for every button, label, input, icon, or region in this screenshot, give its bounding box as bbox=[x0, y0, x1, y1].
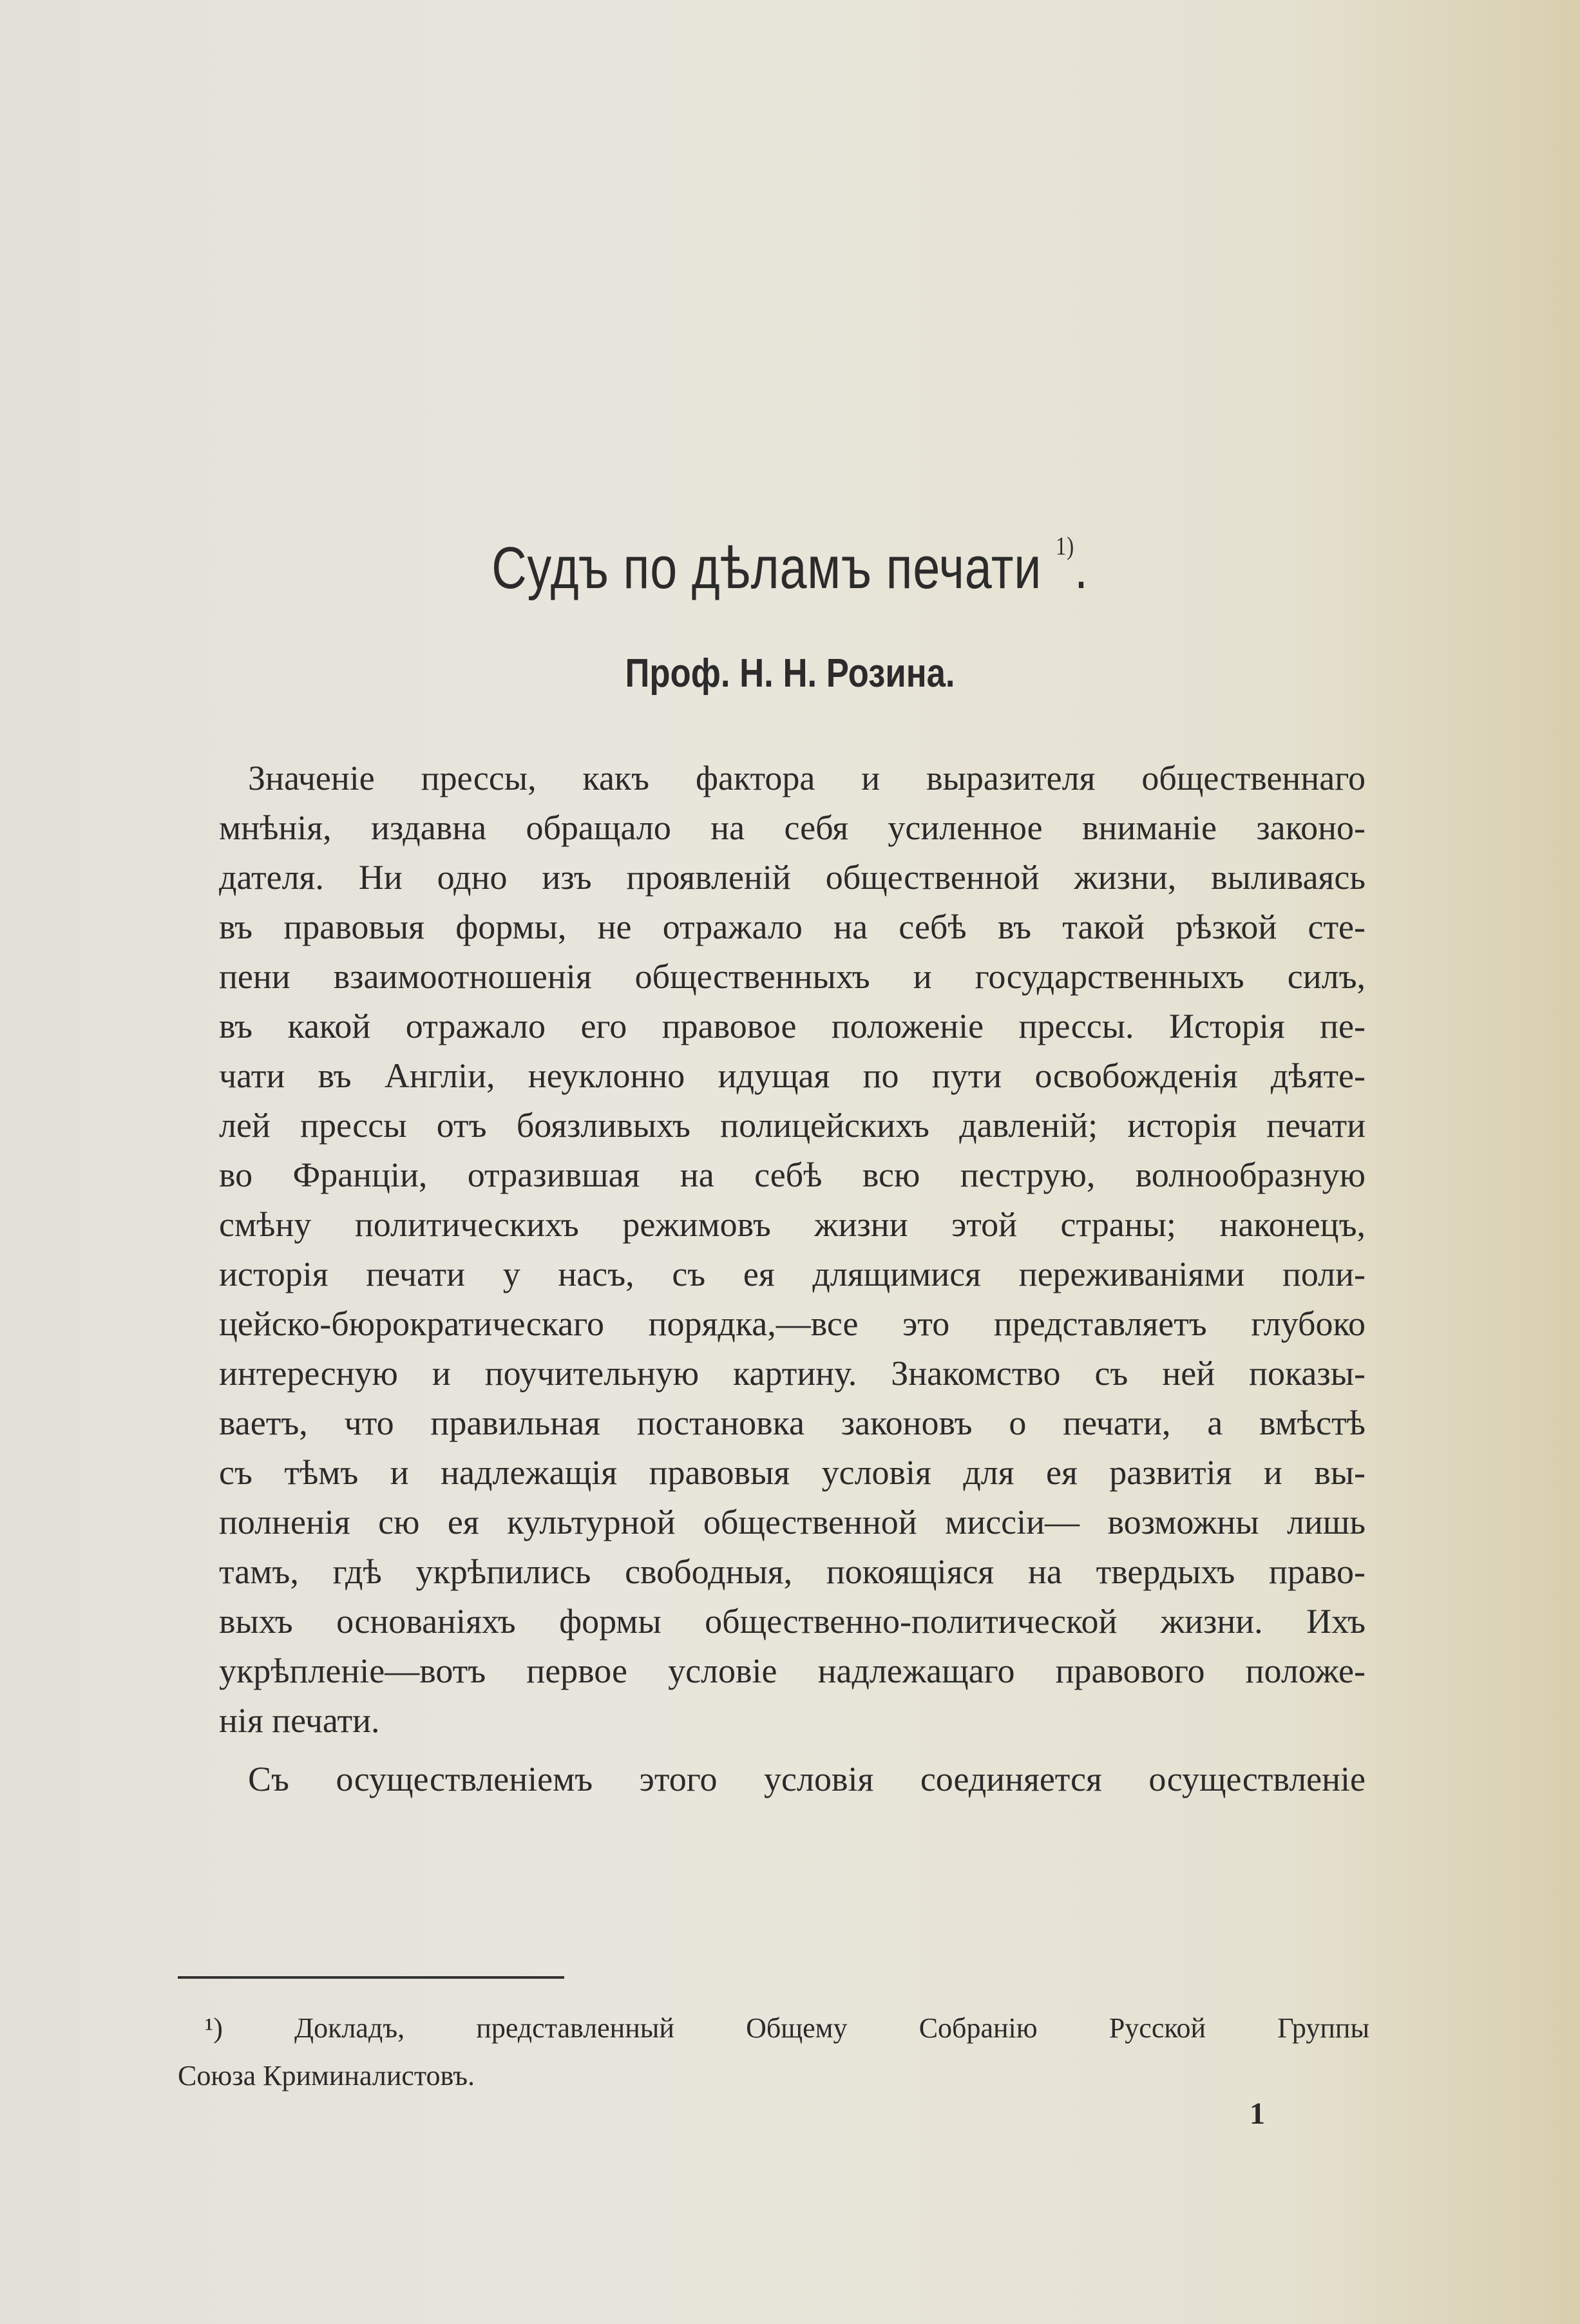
text-line: мнѣнія, издавна обращало на себя усиленное вниманіе законо- bbox=[219, 808, 1366, 847]
text-line: смѣну политическихъ режимовъ жизни этой страны; наконецъ, bbox=[219, 1205, 1366, 1244]
text-line: пени взаимоотношенія общественныхъ и государственныхъ силъ, bbox=[219, 957, 1366, 996]
text-line: во Франціи, отразившая на себѣ всю пеструю, волнообразную bbox=[219, 1156, 1366, 1194]
author: Проф. Н. Н. Розина. bbox=[625, 651, 955, 696]
page-number: 1 bbox=[1250, 2097, 1265, 2131]
text-line: дателя. Ни одно изъ проявленій общественной жизни, выливаясь bbox=[219, 858, 1366, 897]
footnote-divider bbox=[178, 1976, 564, 1979]
text-line: съ тѣмъ и надлежащія правовыя условія для ея развитія и вы- bbox=[219, 1453, 1366, 1492]
text-line: цейско-бюрократическаго порядка,—все это представляетъ глубоко bbox=[219, 1304, 1366, 1343]
body-text bbox=[219, 754, 1366, 1804]
text-line: интересную и поучительную картину. Знакомство съ ней показы- bbox=[219, 1354, 1366, 1393]
text-line: ваетъ, что правильная постановка законовъ о печати, а вмѣстѣ bbox=[219, 1404, 1366, 1442]
text-line: полненія сю ея культурной общественной миссіи— возможны лишь bbox=[219, 1503, 1366, 1541]
footnote-line: ¹) Докладъ, представленный Общему Собранію Русской Группы bbox=[205, 2012, 1369, 2044]
text-line: Значеніе прессы, какъ фактора и выразителя общественнаго bbox=[248, 759, 1366, 797]
title-text: Судъ по дѣламъ печати bbox=[491, 535, 1042, 601]
footnote-ref: 1) bbox=[1055, 531, 1074, 560]
text-line: исторія печати у насъ, съ ея длящимися переживаніями поли- bbox=[219, 1255, 1366, 1293]
text-line: лей прессы отъ боязливыхъ полицейскихъ давленій; исторія печати bbox=[219, 1106, 1366, 1145]
text-line: тамъ, гдѣ укрѣпились свободныя, покоящіяся на твердыхъ право- bbox=[219, 1552, 1366, 1591]
text-line: укрѣпленіе—вотъ первое условіе надлежащаго правового положе- bbox=[219, 1652, 1366, 1690]
page-title: Судъ по дѣламъ печати $^{1)}$. bbox=[491, 531, 1089, 601]
text-line: нія печати. bbox=[219, 1701, 380, 1740]
footnote bbox=[178, 2005, 1369, 2100]
footnote-line: Союза Криминалистовъ. bbox=[178, 2060, 475, 2091]
text-line: чати въ Англіи, неуклонно идущая по пути освобожденія дѣяте- bbox=[219, 1056, 1366, 1095]
text-line: выхъ основаніяхъ формы общественно-политической жизни. Ихъ bbox=[219, 1602, 1366, 1641]
text-line: въ правовыя формы, не отражало на себѣ въ такой рѣзкой сте- bbox=[219, 908, 1366, 946]
text-line: въ какой отражало его правовое положеніе прессы. Исторія пе- bbox=[219, 1007, 1366, 1045]
text-line: Съ осуществленіемъ этого условія соединяется осуществленіе bbox=[248, 1760, 1366, 1798]
